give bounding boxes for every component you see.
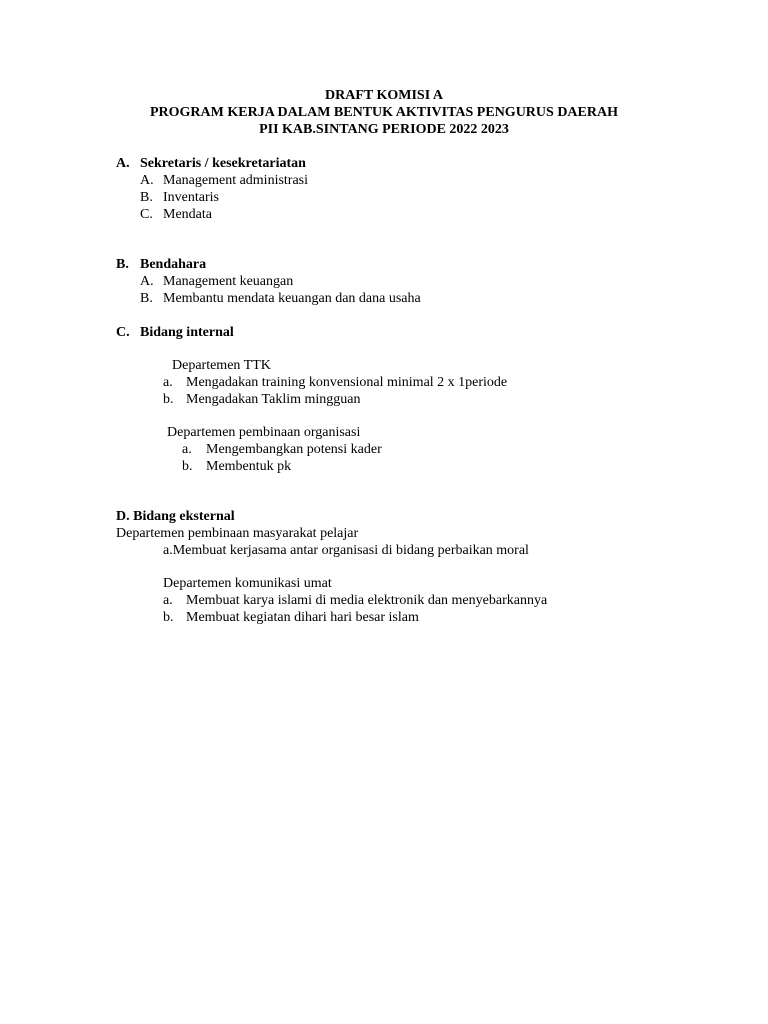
section-a-item: Management administrasi — [163, 173, 309, 188]
section-d-dept2-title: Departemen komunikasi umat — [163, 576, 332, 591]
section-c-dept2-title: Departemen pembinaan organisasi — [167, 425, 361, 440]
section-a-item-marker: B. — [140, 190, 153, 205]
section-c-dept2-item: Membentuk pk — [206, 459, 292, 474]
section-a-item-marker: C. — [140, 207, 153, 222]
section-c-dept1-item-marker: a. — [163, 375, 173, 390]
section-b-item-marker: A. — [140, 274, 154, 289]
section-c-dept1-title: Departemen TTK — [172, 358, 271, 373]
doc-title-line-2: PROGRAM KERJA DALAM BENTUK AKTIVITAS PENGURUS DAERAH — [149, 105, 618, 120]
section-d-dept2-item-marker: a. — [163, 593, 173, 608]
doc-title-line-3: PII KAB.SINTANG PERIODE 2022 2023 — [259, 122, 509, 137]
section-d-dept2-item: Membuat kegiatan dihari hari besar islam — [186, 610, 419, 625]
section-d-dept1-title: Departemen pembinaan masyarakat pelajar — [116, 526, 359, 541]
section-b-item-marker: B. — [140, 291, 153, 306]
section-b-marker: B. — [116, 257, 129, 272]
section-c-marker: C. — [116, 325, 130, 340]
section-c-dept1-item: Mengadakan Taklim mingguan — [186, 392, 361, 407]
section-c-title: Bidang internal — [140, 325, 234, 340]
section-b-title: Bendahara — [140, 257, 207, 272]
section-b-item: Membantu mendata keuangan dan dana usaha — [163, 291, 421, 306]
section-a-item-marker: A. — [140, 173, 154, 188]
section-d-dept1-item: a.Membuat kerjasama antar organisasi di bidang perbaikan moral — [163, 543, 529, 558]
section-d-dept2-item-marker: b. — [163, 610, 174, 625]
doc-title-line-1: DRAFT KOMISI A — [325, 88, 443, 103]
section-b-item: Management keuangan — [163, 274, 294, 289]
section-a-title: Sekretaris / kesekretariatan — [140, 156, 306, 171]
section-c-dept2-item-marker: b. — [182, 459, 193, 474]
section-c-dept2-item: Mengembangkan potensi kader — [206, 442, 382, 457]
section-c-dept1-item: Mengadakan training konvensional minimal 2 x 1periode — [186, 375, 508, 390]
section-d-title: D. Bidang eksternal — [116, 509, 235, 524]
section-d-dept2-item: Membuat karya islami di media elektronik dan menyebarkannya — [186, 593, 548, 608]
section-a-item: Inventaris — [163, 190, 219, 205]
section-c-dept1-item-marker: b. — [163, 392, 174, 407]
section-a-item: Mendata — [163, 207, 212, 222]
section-a-marker: A. — [116, 156, 130, 171]
section-c-dept2-item-marker: a. — [182, 442, 192, 457]
